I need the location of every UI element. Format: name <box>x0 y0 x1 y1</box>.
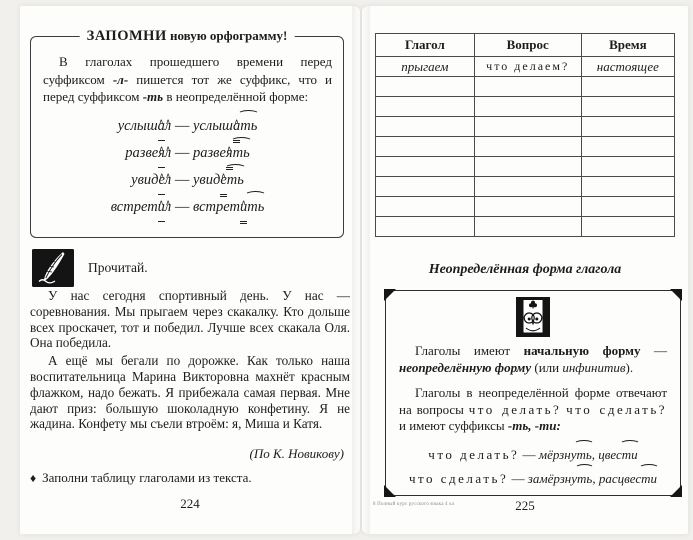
task-row <box>30 470 252 486</box>
table-cell: что делаем? <box>474 57 581 77</box>
text-segment: Глаголы имеют <box>415 343 524 358</box>
verbs-table-body <box>376 57 675 237</box>
table-row-filled <box>376 57 675 77</box>
marked-suffix-vowel: ∧ и <box>240 194 247 224</box>
spaced-question: что делать? <box>428 446 520 462</box>
text-segment: — <box>508 470 528 486</box>
empty-cell <box>474 177 581 197</box>
text-segment: и имеют суффиксы <box>399 418 508 433</box>
empty-cell <box>474 137 581 157</box>
empty-cell <box>581 117 674 137</box>
column-header: Вопрос <box>474 34 581 57</box>
marked-infinitive-suffix: ть <box>233 140 250 167</box>
empty-cell <box>581 137 674 157</box>
text-segment: инфинитив <box>562 359 626 375</box>
memo-title-strong: ЗАПОМНИ <box>86 28 167 44</box>
text-segment: разве <box>193 144 226 161</box>
story-paragraph: У нас сегодня спортивный день. У нас — соревнования. Мы прыгаем через скакалку. Кто дольше всех проскачет, тот и победил. Лучше всех скакала Оля. Она победила. <box>30 288 350 351</box>
table-cell: настоящее <box>581 57 674 77</box>
column-header: Время <box>581 34 674 57</box>
verbs-table-head <box>376 34 675 57</box>
memo-box-title <box>80 28 295 45</box>
text-segment: в неопределённой форме: <box>163 89 309 104</box>
empty-cell <box>474 197 581 217</box>
marked-infinitive-suffix: ть <box>240 113 257 140</box>
memo-title-rest: новую орфограмму! <box>166 28 288 43</box>
publisher-imprint: 8 Полный курс русского языка 4 кл <box>373 502 455 507</box>
section-heading: Неопределённая форма глагола <box>428 262 622 277</box>
marked-past-suffix: ∧ л <box>165 140 171 167</box>
owl-icon <box>516 297 550 337</box>
text-segment: (или <box>531 359 563 375</box>
table-row-empty <box>376 117 675 137</box>
owl-icon-wrap <box>399 297 667 341</box>
infinitive-word <box>598 447 637 462</box>
empty-cell <box>376 77 475 97</box>
infinitive-example-line <box>399 443 667 467</box>
infinitive-examples <box>399 443 667 491</box>
text-segment: замёрзну <box>527 470 578 486</box>
text-segment: неопределённую форму <box>399 359 532 375</box>
book-gutter <box>352 6 370 534</box>
rule-paragraph-1 <box>399 343 667 376</box>
spaced-question: что сделать? <box>408 470 509 486</box>
read-task-row <box>32 249 148 287</box>
infinitive-word <box>599 471 657 486</box>
verb-example-line <box>43 140 332 167</box>
text-segment: что сделать? <box>566 401 668 417</box>
verb-example-line <box>43 194 332 221</box>
text-segment: начальную форму <box>523 343 641 358</box>
infinitive-word <box>539 447 592 462</box>
infinitive-word <box>193 172 244 188</box>
past-tense-word <box>118 118 172 134</box>
text-segment: -ть <box>142 89 164 104</box>
marked-suffix-vowel: ∧ я <box>226 140 233 170</box>
text-segment: услыш <box>193 117 233 134</box>
text-segment: — <box>171 171 193 188</box>
corner-decoration <box>670 289 682 301</box>
text-segment: — <box>640 343 668 358</box>
marked-suffix-vowel: ∧ е <box>220 167 226 197</box>
corner-decoration <box>384 485 396 497</box>
marked-infinitive-suffix: ть <box>227 167 244 194</box>
memo-intro-paragraph <box>43 53 332 106</box>
verb-examples <box>43 113 332 221</box>
infinitive-word <box>193 118 257 134</box>
text-segment: увид <box>131 171 159 188</box>
rule-paragraph-2 <box>399 385 667 435</box>
verb-example-line <box>43 113 332 140</box>
table-row-empty <box>376 157 675 177</box>
marked-past-suffix: ∧ л <box>165 113 171 140</box>
marked-suffix-vowel: ∧ а <box>158 113 165 141</box>
infinitive-word <box>193 199 264 215</box>
marked-infinitive-suffix: ть <box>576 443 591 467</box>
quill-pen-icon <box>32 249 74 287</box>
empty-cell <box>376 197 475 217</box>
marked-past-suffix: ∧ л <box>165 194 171 221</box>
empty-cell <box>474 157 581 177</box>
empty-cell <box>581 197 674 217</box>
table-header-row <box>376 34 675 57</box>
text-segment: — <box>171 117 193 134</box>
empty-cell <box>581 77 674 97</box>
text-segment: разве <box>125 144 159 161</box>
story-attribution: (По К. Новикову) <box>249 446 344 461</box>
memo-box <box>30 28 344 238</box>
past-tense-word <box>111 199 172 215</box>
empty-cell <box>376 177 475 197</box>
text-segment: — <box>519 446 539 462</box>
text-segment: Глаголы в неопределённой форме отвечают на вопросы <box>399 385 667 417</box>
diamond-bullet-icon: ♦ <box>30 471 37 485</box>
marked-infinitive-suffix: ть <box>577 467 592 491</box>
corner-decoration <box>670 485 682 497</box>
past-tense-word <box>125 145 171 161</box>
empty-cell <box>376 157 475 177</box>
text-segment: цвес <box>598 446 622 462</box>
empty-cell <box>474 77 581 97</box>
text-segment: пишется тот же суффикс, что и перед суффиксом <box>43 71 333 104</box>
table-row-empty <box>376 137 675 157</box>
table-row-empty <box>376 77 675 97</box>
text-segment: , <box>592 470 599 486</box>
marked-infinitive-suffix: ти <box>622 443 638 467</box>
corner-decoration <box>384 289 396 301</box>
empty-cell <box>581 217 674 237</box>
column-header: Глагол <box>376 34 475 57</box>
text-segment: встрет <box>193 198 240 215</box>
text-segment: услыш <box>117 117 158 134</box>
empty-cell <box>581 177 674 197</box>
empty-cell <box>581 97 674 117</box>
text-segment: -ть, -ти: <box>507 418 561 433</box>
text-segment: что делать? <box>468 401 562 417</box>
table-row-empty <box>376 97 675 117</box>
marked-infinitive-suffix: ти <box>641 467 657 491</box>
empty-cell <box>376 117 475 137</box>
text-segment: встрет <box>110 198 158 215</box>
page-number-right: 225 <box>515 498 535 513</box>
past-tense-word <box>131 172 171 188</box>
empty-cell <box>474 217 581 237</box>
table-row-empty <box>376 197 675 217</box>
verb-example-line <box>43 167 332 194</box>
marked-infinitive-suffix: ть <box>247 194 264 221</box>
infinitive-word <box>193 145 250 161</box>
marked-past-suffix: ∧ л <box>165 167 171 194</box>
story-paragraph: А ещё мы бегали по дорожке. Как только наша воспитательница Марина Викторовна махнёт красным флажком, надо бежать. Я прибежала самая первая. Мне дают приз: большую шоколадную конфетину. Я не жадина. Конфету мы съели втроём: я, Миша и Катя. <box>30 353 350 432</box>
text-segment: В глаголах прошедшего времени перед суффиксом <box>43 54 332 87</box>
text-segment: увид <box>193 171 221 188</box>
rule-box <box>385 290 681 496</box>
marked-suffix-vowel: ∧ а <box>233 113 240 143</box>
page-left <box>20 6 360 534</box>
marked-suffix-vowel: ∧ е <box>158 167 164 195</box>
text-segment: -л- <box>112 71 129 87</box>
read-label: Прочитай. <box>88 260 148 275</box>
text-segment: — <box>171 198 193 215</box>
empty-cell <box>474 117 581 137</box>
empty-cell <box>376 137 475 157</box>
text-segment: — <box>171 144 193 161</box>
empty-cell <box>474 97 581 117</box>
story-text <box>30 288 350 434</box>
page-right <box>362 6 688 534</box>
table-row-empty <box>376 177 675 197</box>
text-segment: , <box>591 446 599 462</box>
empty-cell <box>376 97 475 117</box>
verbs-table <box>375 33 675 237</box>
marked-suffix-vowel: ∧ я <box>158 140 165 168</box>
table-cell: прыгаем <box>376 57 475 77</box>
text-segment: мёрзну <box>538 446 577 462</box>
empty-cell <box>581 157 674 177</box>
page-number-left: 224 <box>180 496 200 511</box>
infinitive-example-line <box>399 467 667 491</box>
text-segment: расцвес <box>598 470 642 486</box>
table-row-empty <box>376 217 675 237</box>
task-text: Заполни таблицу глаголами из текста. <box>42 470 252 485</box>
infinitive-word <box>528 471 593 486</box>
text-segment: ). <box>625 359 634 375</box>
marked-suffix-vowel: ∧ и <box>158 194 165 222</box>
empty-cell <box>376 217 475 237</box>
